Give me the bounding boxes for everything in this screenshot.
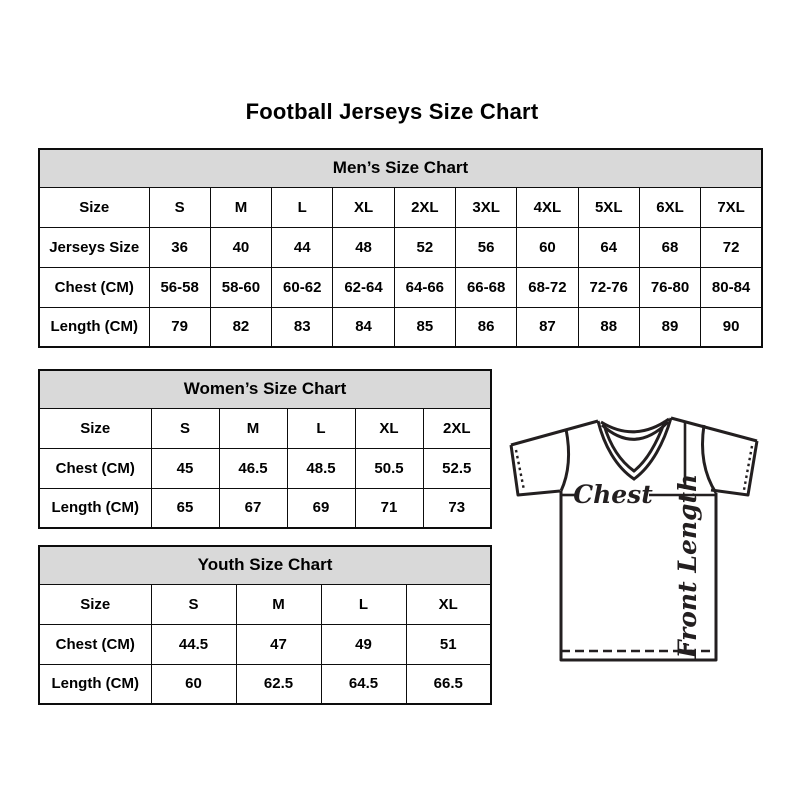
cell: 56 (455, 227, 516, 267)
cell: L (321, 584, 406, 624)
cell: 47 (236, 624, 321, 664)
cell: 58-60 (210, 267, 271, 307)
cell: 5XL (578, 187, 639, 227)
womens-table-title: Women’s Size Chart (39, 370, 491, 408)
cell: M (219, 408, 287, 448)
row-label: Length (CM) (39, 488, 151, 528)
jersey-diagram-icon (505, 403, 767, 675)
cell: 44 (272, 227, 333, 267)
chest-label: Chest (573, 480, 653, 509)
cell: 45 (151, 448, 219, 488)
cell: M (210, 187, 271, 227)
cell: 51 (406, 624, 491, 664)
row-label: Size (39, 408, 151, 448)
cell: 56-58 (149, 267, 210, 307)
cell: S (151, 584, 236, 624)
cell: 66-68 (455, 267, 516, 307)
cell: XL (333, 187, 394, 227)
cell: 90 (701, 307, 762, 347)
row-label: Length (CM) (39, 664, 151, 704)
cell: 49 (321, 624, 406, 664)
cell: 48 (333, 227, 394, 267)
cell: 66.5 (406, 664, 491, 704)
cell: 50.5 (355, 448, 423, 488)
cell: 2XL (394, 187, 455, 227)
cell: 40 (210, 227, 271, 267)
cell: 64 (578, 227, 639, 267)
cell: 83 (272, 307, 333, 347)
cell: 62.5 (236, 664, 321, 704)
mens-table-title: Men’s Size Chart (39, 149, 762, 187)
cell: 72 (701, 227, 762, 267)
cell: 36 (149, 227, 210, 267)
cell: 80-84 (701, 267, 762, 307)
cell: 60 (151, 664, 236, 704)
cell: 60 (517, 227, 578, 267)
mens-size-table (38, 148, 763, 348)
row-label: Jerseys Size (39, 227, 149, 267)
page-title: Football Jerseys Size Chart (245, 99, 539, 124)
cell: 48.5 (287, 448, 355, 488)
cell: 68 (639, 227, 700, 267)
row-label: Size (39, 187, 149, 227)
cell: 86 (455, 307, 516, 347)
cell: 64.5 (321, 664, 406, 704)
cell: S (149, 187, 210, 227)
cell: 67 (219, 488, 287, 528)
cell: 88 (578, 307, 639, 347)
cell: 64-66 (394, 267, 455, 307)
row-label: Length (CM) (39, 307, 149, 347)
cell: 76-80 (639, 267, 700, 307)
cell: 82 (210, 307, 271, 347)
cell: 71 (355, 488, 423, 528)
row-label: Chest (CM) (39, 448, 151, 488)
front-length-label: Front Length (673, 473, 702, 659)
cell: M (236, 584, 321, 624)
cell: 84 (333, 307, 394, 347)
youth-size-table (38, 545, 492, 705)
row-label: Chest (CM) (39, 624, 151, 664)
cell: 60-62 (272, 267, 333, 307)
cell: XL (355, 408, 423, 448)
cell: 2XL (423, 408, 491, 448)
cell: 6XL (639, 187, 700, 227)
cell: 69 (287, 488, 355, 528)
row-label: Chest (CM) (39, 267, 149, 307)
youth-table-title: Youth Size Chart (39, 546, 491, 584)
cell: 52.5 (423, 448, 491, 488)
cell: 89 (639, 307, 700, 347)
cell: L (272, 187, 333, 227)
cell: XL (406, 584, 491, 624)
cell: 62-64 (333, 267, 394, 307)
cell: 85 (394, 307, 455, 347)
cell: 72-76 (578, 267, 639, 307)
cell: 87 (517, 307, 578, 347)
cell: 52 (394, 227, 455, 267)
cell: 73 (423, 488, 491, 528)
cell: S (151, 408, 219, 448)
cell: 7XL (701, 187, 762, 227)
cell: 65 (151, 488, 219, 528)
row-label: Size (39, 584, 151, 624)
womens-size-table (38, 369, 492, 529)
cell: 44.5 (151, 624, 236, 664)
cell: L (287, 408, 355, 448)
cell: 4XL (517, 187, 578, 227)
cell: 79 (149, 307, 210, 347)
cell: 46.5 (219, 448, 287, 488)
cell: 3XL (455, 187, 516, 227)
cell: 68-72 (517, 267, 578, 307)
